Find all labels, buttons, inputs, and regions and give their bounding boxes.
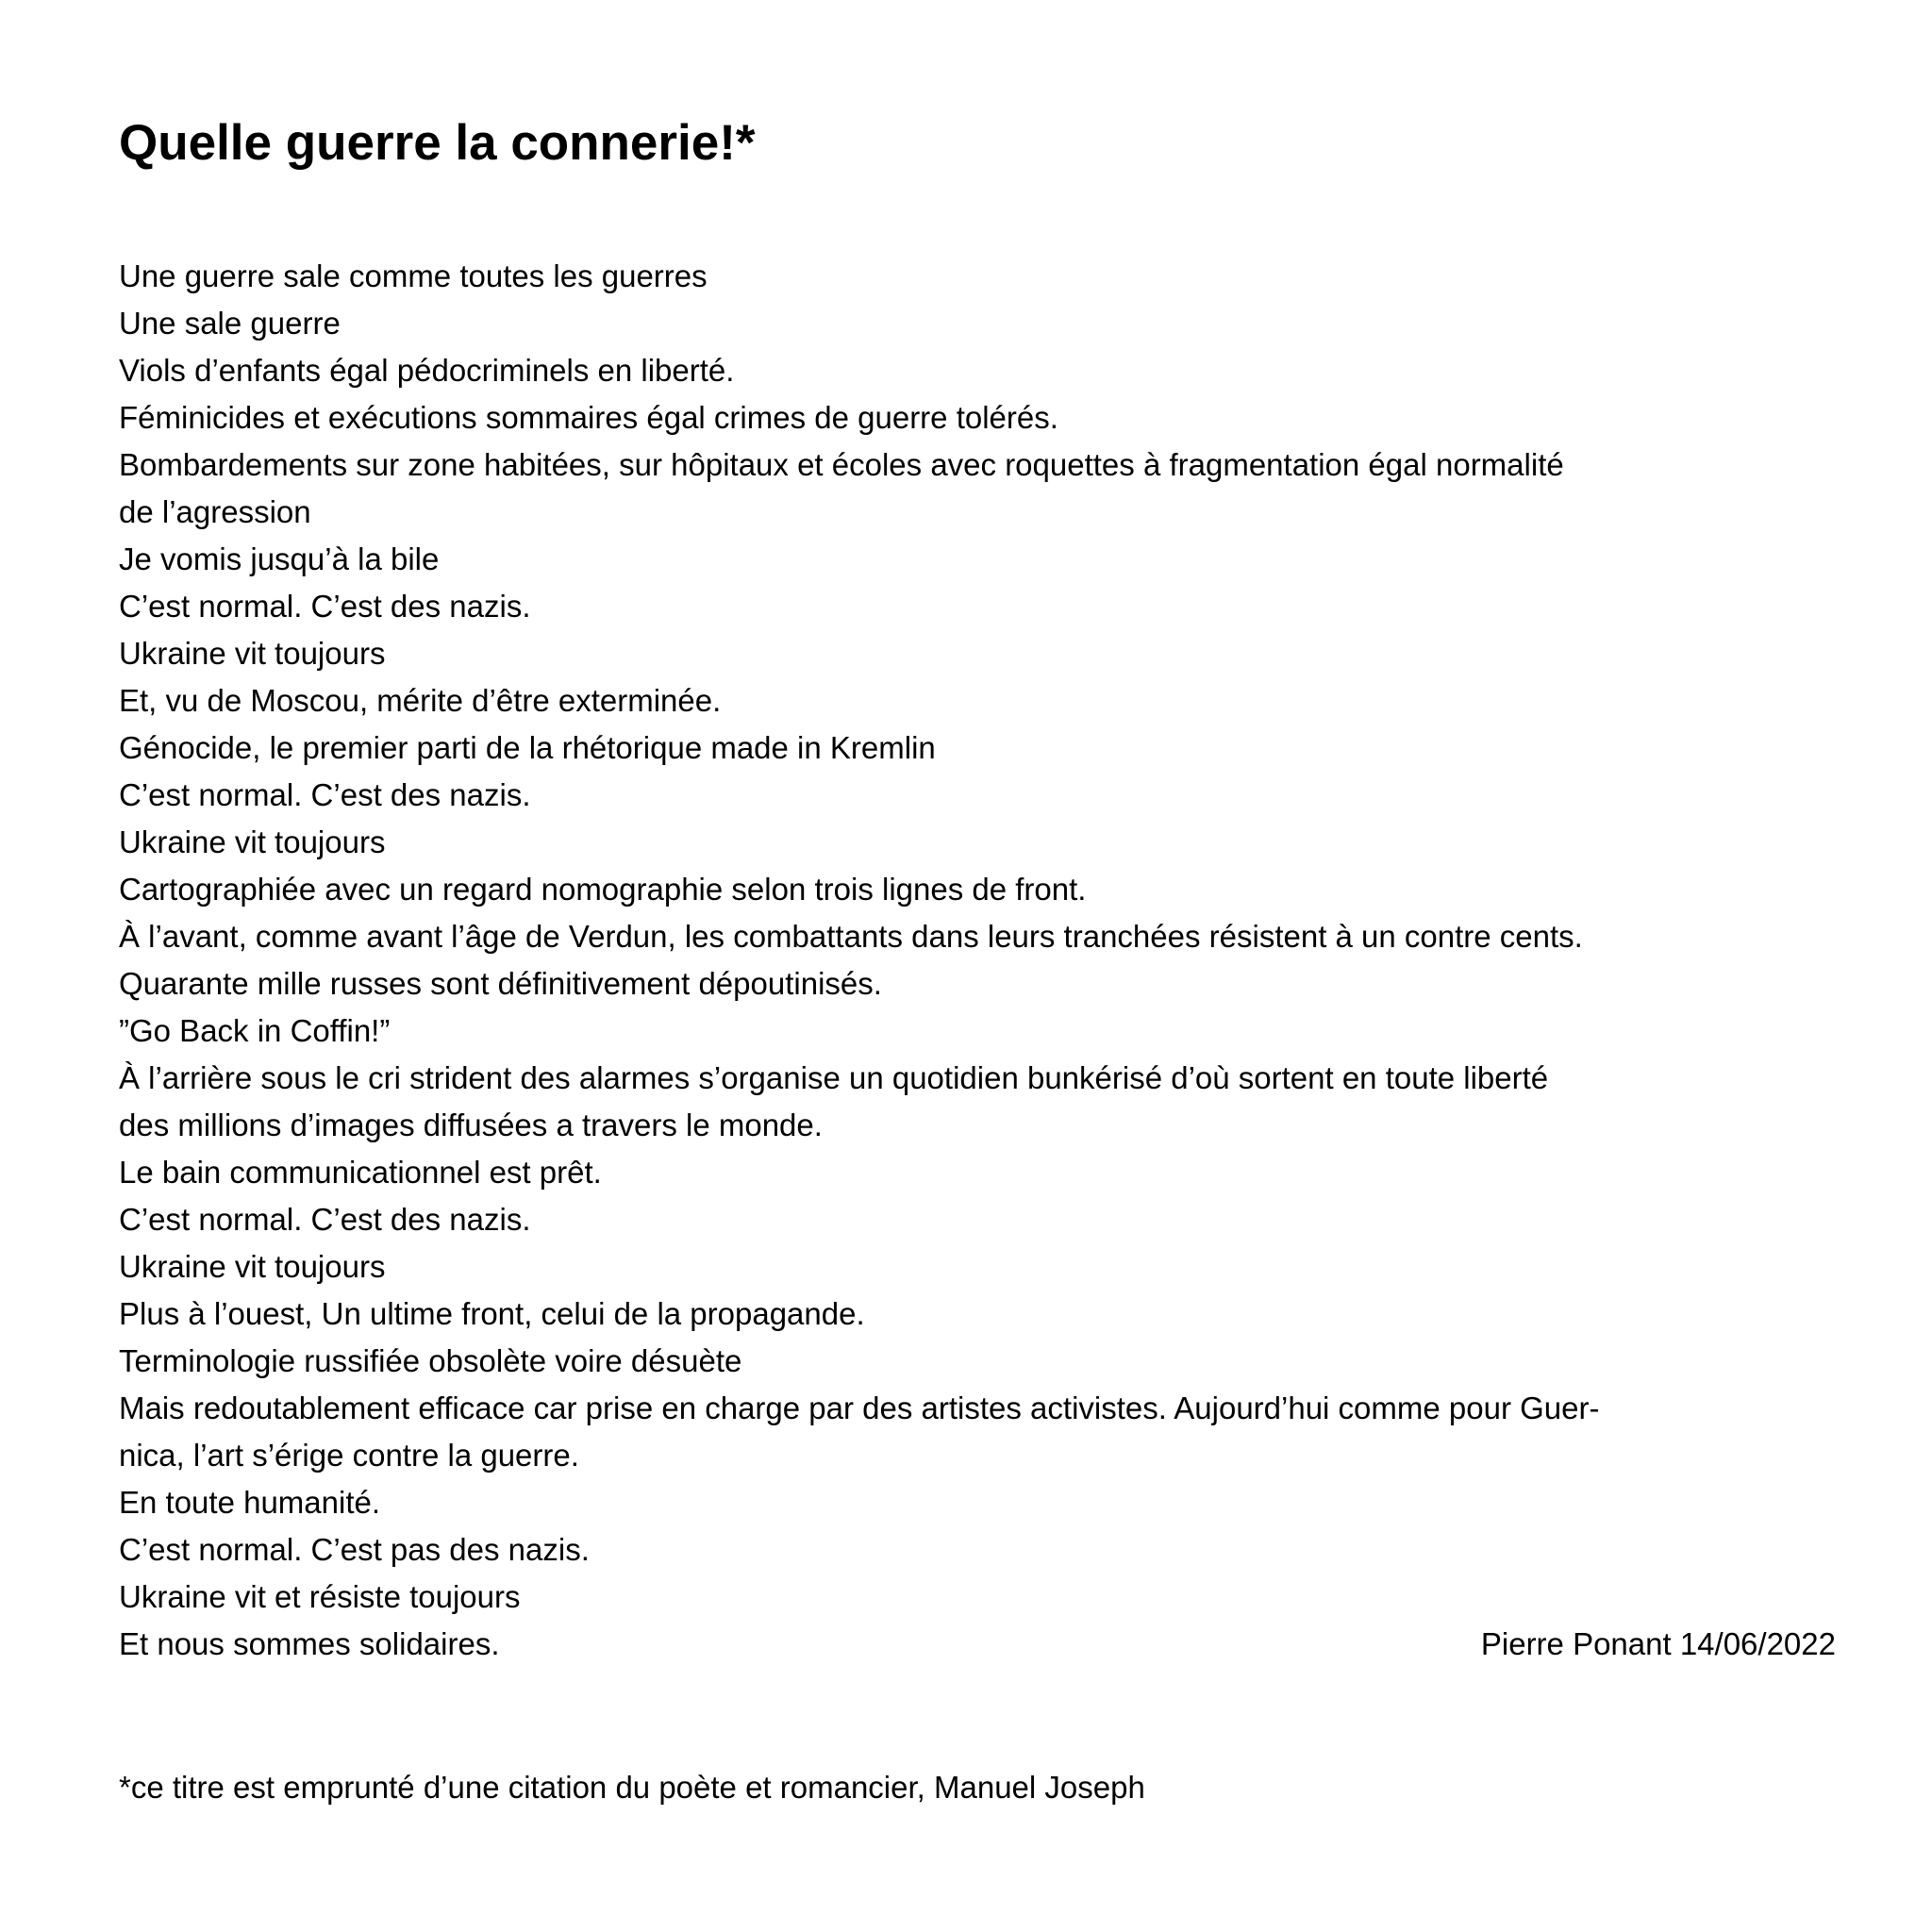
poem-line-text: C’est normal. C’est des nazis.	[119, 1202, 531, 1237]
author-signature: Pierre Ponant 14/06/2022	[1480, 1626, 1836, 1661]
page-title: Quelle guerre la connerie!*	[119, 115, 756, 171]
poem-line-text: nica, l’art s’érige contre la guerre.	[119, 1438, 579, 1473]
poem-line-text: Je vomis jusqu’à la bile	[119, 541, 440, 576]
poem-line	[119, 253, 1836, 300]
poem-line-text: C’est normal. C’est pas des nazis.	[119, 1532, 590, 1567]
poem-line-text: Ukraine vit et résiste toujours	[119, 1579, 521, 1614]
poem-line	[119, 630, 1836, 677]
poem-line	[119, 1338, 1836, 1385]
poem-line	[119, 583, 1836, 630]
poem-line	[119, 300, 1836, 347]
poem-line-text: Ukraine vit toujours	[119, 636, 386, 671]
poem-line	[119, 819, 1836, 866]
poem-line-text: C’est normal. C’est des nazis.	[119, 777, 531, 812]
poem-line-text: Mais redoutablement efficace car prise en charge par des artistes activistes. Aujourd’hui comme pour Guer-	[119, 1391, 1600, 1425]
poem-line	[119, 1102, 1836, 1149]
poem-line	[119, 677, 1836, 724]
poem-line	[119, 1243, 1836, 1291]
poem-line	[119, 866, 1836, 913]
poem-line-text: Ukraine vit toujours	[119, 824, 386, 859]
poem-line-text: C’est normal. C’est des nazis.	[119, 589, 531, 624]
poem-line-text: Viols d’enfants égal pédocriminels en liberté.	[119, 353, 735, 388]
footnote: *ce titre est emprunté d’une citation du poète et romancier, Manuel Joseph	[119, 1770, 1145, 1805]
poem-line	[119, 347, 1836, 394]
poem-line	[119, 1526, 1836, 1574]
poem-line-text: En toute humanité.	[119, 1485, 381, 1520]
poem-line-text: Et, vu de Moscou, mérite d’être exterminée.	[119, 683, 722, 718]
poem-line-text: des millions d’images diffusées a travers le monde.	[119, 1108, 823, 1142]
poem-line-text: À l’avant, comme avant l’âge de Verdun, les combattants dans leurs tranchées résistent à un contre cents.	[119, 919, 1583, 954]
poem-line	[119, 1621, 1836, 1668]
poem-line	[119, 1196, 1836, 1243]
poem-line-text: Bombardements sur zone habitées, sur hôpitaux et écoles avec roquettes à fragmentation égal normalité	[119, 447, 1564, 482]
poem-line	[119, 724, 1836, 772]
poem-line-text: de l’agression	[119, 494, 311, 529]
poem-line	[119, 1479, 1836, 1526]
poem-line-text: Terminologie russifiée obsolète voire désuète	[119, 1343, 742, 1378]
poem-line	[119, 1055, 1836, 1102]
poem-line-text: À l’arrière sous le cri strident des alarmes s’organise un quotidien bunkérisé d’où sortent en toute liberté	[119, 1060, 1549, 1095]
poem-body	[119, 253, 1836, 1668]
poem-line	[119, 960, 1836, 1008]
poem-line-text: Le bain communicationnel est prêt.	[119, 1155, 602, 1190]
poem-line	[119, 772, 1836, 819]
poem-line	[119, 1008, 1836, 1055]
poem-line	[119, 394, 1836, 441]
poem-line-text: Plus à l’ouest, Un ultime front, celui de la propagande.	[119, 1296, 865, 1331]
poem-line	[119, 1291, 1836, 1338]
poem-line-text: ”Go Back in Coffin!”	[119, 1013, 391, 1048]
poem-line-text: Ukraine vit toujours	[119, 1249, 386, 1284]
poem-line	[119, 913, 1836, 960]
poem-line-text: Une guerre sale comme toutes les guerres	[119, 258, 708, 293]
poem-line-text: Génocide, le premier parti de la rhétorique made in Kremlin	[119, 730, 936, 765]
poem-line	[119, 1385, 1836, 1432]
poem-line-text: Quarante mille russes sont définitivement dépoutinisés.	[119, 966, 882, 1001]
poem-line	[119, 1574, 1836, 1621]
poem-line-text: Féminicides et exécutions sommaires égal crimes de guerre tolérés.	[119, 400, 1058, 435]
poem-line	[119, 1149, 1836, 1196]
poem-line	[119, 489, 1836, 536]
poem-line	[119, 536, 1836, 583]
poem-line	[119, 441, 1836, 489]
poem-line-text: Et nous sommes solidaires.	[119, 1626, 500, 1661]
poem-line	[119, 1432, 1836, 1479]
poem-line-text: Une sale guerre	[119, 306, 341, 341]
poem-line-text: Cartographiée avec un regard nomographie selon trois lignes de front.	[119, 872, 1087, 907]
